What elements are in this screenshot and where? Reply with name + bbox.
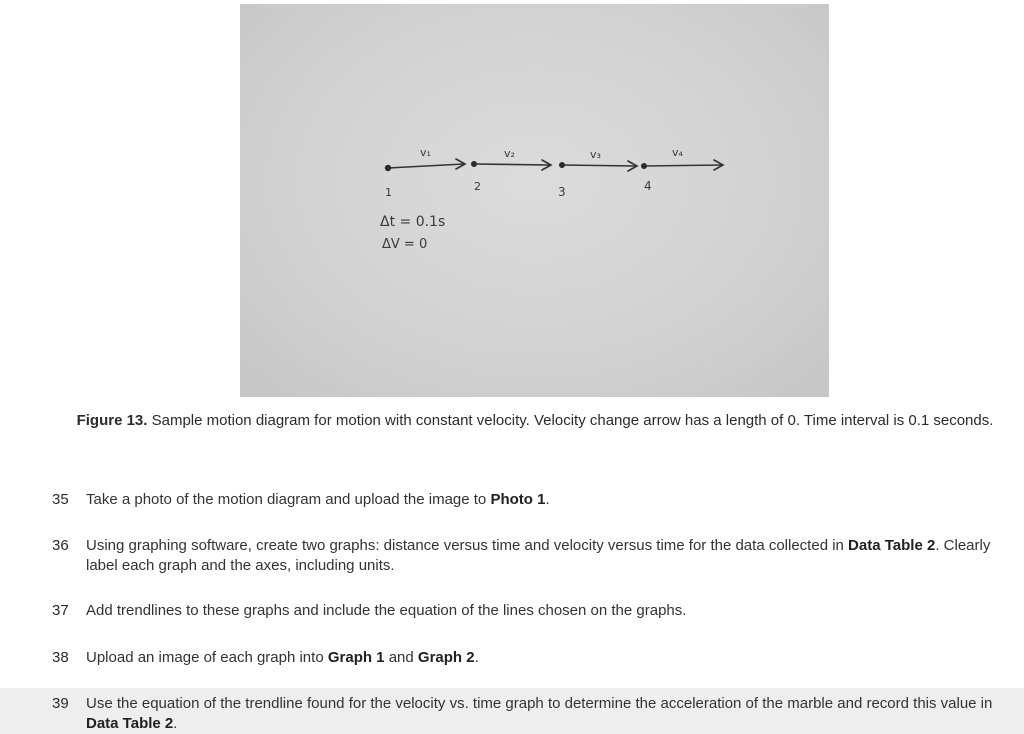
step-text: Upload an image of each graph into Graph 1 and Graph 2.	[86, 649, 479, 666]
label-delta-v: ΔV = 0	[382, 237, 428, 252]
position-dot-4	[641, 163, 647, 169]
label-v4: v₄	[672, 146, 683, 159]
figure-caption	[70, 410, 1000, 432]
step-number: 37	[52, 602, 69, 619]
step-number: 36	[52, 537, 69, 554]
step-text: Add trendlines to these graphs and include the equation of the lines chosen on the graphs.	[86, 602, 687, 619]
step-text: Take a photo of the motion diagram and upload the image to Photo 1.	[86, 491, 550, 508]
motion-diagram-drawing	[240, 4, 829, 397]
velocity-arrow-2	[474, 164, 550, 165]
label-position-3: 3	[558, 185, 566, 199]
position-dot-2	[471, 161, 477, 167]
step-39	[0, 688, 1024, 734]
step-number: 39	[52, 695, 69, 712]
step-number: 35	[52, 491, 69, 508]
figure-caption-label: Figure 13.	[76, 412, 148, 429]
step-text: Using graphing software, create two graphs: distance versus time and velocity versus time for the data collected in Data Table 2. Clearly label each graph and the axes, including units.	[86, 537, 991, 574]
velocity-arrow-4	[644, 165, 722, 166]
label-v3: v₃	[590, 148, 601, 161]
label-position-2: 2	[474, 180, 481, 193]
data-table-2-reference: Data Table 2	[848, 537, 936, 554]
motion-diagram-photo	[240, 4, 829, 397]
figure-caption-text: Sample motion diagram for motion with constant velocity. Velocity change arrow has a length of 0. Time interval is 0.1 seconds.	[147, 412, 994, 429]
velocity-arrow-1	[388, 164, 464, 168]
label-v2: v₂	[504, 147, 515, 160]
data-table-2-reference: Data Table 2	[86, 715, 174, 732]
velocity-arrow-3	[562, 165, 636, 166]
graph-2-reference: Graph 2	[417, 649, 475, 666]
step-text: Use the equation of the trendline found for the velocity vs. time graph to determine the acceleration of the marble and record this value in Data Table 2.	[86, 695, 993, 732]
step-number: 38	[52, 649, 69, 666]
position-dot-3	[559, 162, 565, 168]
position-dot-1	[385, 165, 391, 171]
graph-1-reference: Graph 1	[327, 649, 385, 666]
label-delta-t: Δt = 0.1s	[380, 214, 446, 230]
label-position-1: 1	[385, 186, 392, 199]
photo-1-reference: Photo 1	[490, 491, 546, 508]
label-v1: v₁	[420, 146, 431, 159]
label-position-4: 4	[644, 179, 652, 193]
